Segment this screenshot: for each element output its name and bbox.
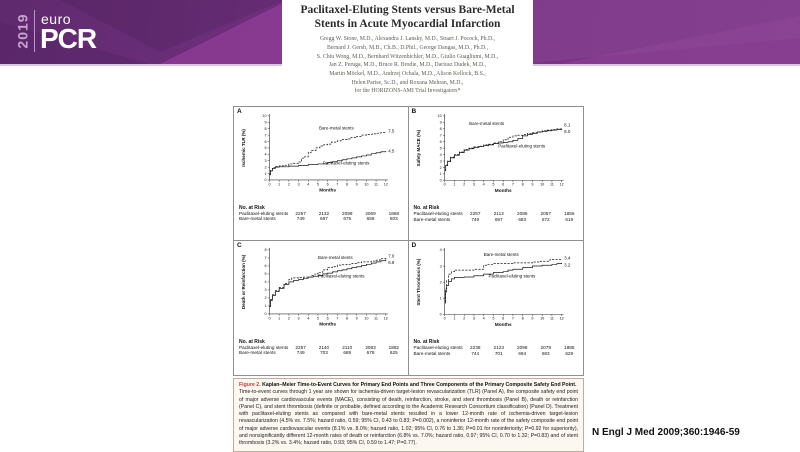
risk-header: No. at Risk (239, 338, 265, 345)
svg-text:0: 0 (268, 316, 271, 321)
svg-text:8: 8 (521, 316, 524, 321)
risk-value: 701 (494, 350, 503, 356)
risk-row-label: Paclitaxel-eluting stents (413, 211, 463, 217)
panel-a (234, 107, 409, 241)
svg-text:5: 5 (439, 146, 442, 151)
figure-2 (233, 106, 584, 452)
svg-text:3.4: 3.4 (563, 255, 570, 261)
risk-value: 2098 (342, 210, 353, 216)
panel-c-letter: C (237, 242, 242, 249)
risk-value: 1882 (388, 344, 400, 350)
svg-text:9: 9 (355, 316, 358, 321)
km-curve (444, 260, 561, 302)
risk-value: 2257 (470, 211, 481, 217)
km-chart-b (411, 109, 582, 204)
svg-text:Paclitaxel-eluting stents: Paclitaxel-eluting stents (488, 273, 535, 279)
km-curve (270, 260, 386, 307)
logo-year-wrap (14, 5, 32, 57)
svg-text:6: 6 (264, 139, 267, 144)
risk-value: 2113 (493, 211, 504, 217)
svg-text:Bare-metal stents: Bare-metal stents (318, 255, 353, 261)
logo-year: 2019 (15, 13, 31, 49)
risk-row-label: Bare-metal stents (239, 216, 276, 221)
panel-d-letter: D (411, 242, 417, 249)
svg-text:12: 12 (383, 316, 388, 321)
europcr-logo (14, 5, 96, 57)
svg-text:7.0: 7.0 (388, 253, 395, 259)
svg-text:10: 10 (262, 114, 267, 119)
risk-header: No. at Risk (239, 204, 265, 211)
svg-text:0: 0 (439, 178, 442, 183)
svg-text:6: 6 (326, 316, 329, 321)
risk-value: 2257 (295, 344, 306, 350)
svg-text:6: 6 (439, 139, 442, 144)
svg-text:4: 4 (482, 182, 485, 187)
panel-b (409, 107, 584, 241)
svg-text:11: 11 (374, 316, 379, 321)
risk-row-label: Bare-metal stents (239, 350, 276, 355)
svg-text:10: 10 (437, 114, 442, 119)
svg-text:8: 8 (521, 182, 524, 187)
logo-pcr-label: PCR (40, 22, 97, 54)
risk-row-label: Bare-metal stents (413, 216, 451, 222)
svg-text:1: 1 (278, 316, 281, 321)
paper-title (282, 0, 533, 31)
risk-value: 1885 (564, 345, 575, 351)
svg-text:11: 11 (549, 316, 554, 321)
paper-title-line1: Paclitaxel-Eluting Stents versus Bare-Metal (300, 4, 515, 16)
risk-value: 678 (366, 350, 375, 355)
panel-a-letter: A (237, 108, 242, 115)
risk-row-label: Paclitaxel-eluting stents (239, 210, 289, 216)
risk-value: 683 (518, 216, 527, 222)
svg-text:2: 2 (462, 182, 465, 187)
risk-value: 625 (389, 350, 398, 355)
svg-text:7: 7 (439, 133, 442, 138)
author-line: S. Chiu Wong, M.D., Bernhard Witzenbichler, M.D., Giulio Guagliumi, M.D., (316, 53, 499, 60)
svg-text:8.0: 8.0 (563, 128, 570, 134)
svg-text:Safety MACE (%): Safety MACE (%) (415, 129, 421, 167)
svg-text:Bare-metal stents: Bare-metal stents (468, 120, 504, 126)
svg-text:3: 3 (264, 288, 267, 293)
svg-text:8.1: 8.1 (563, 122, 570, 128)
svg-text:9: 9 (439, 120, 442, 125)
risk-value: 2132 (318, 210, 330, 216)
svg-text:10: 10 (364, 182, 369, 187)
svg-text:3: 3 (439, 264, 442, 269)
svg-text:11: 11 (374, 182, 379, 187)
svg-text:Months: Months (494, 323, 512, 329)
svg-text:11: 11 (549, 182, 554, 187)
risk-row (239, 216, 406, 221)
svg-text:2: 2 (462, 316, 465, 321)
svg-text:4: 4 (264, 280, 267, 285)
risk-value: 2057 (540, 211, 551, 217)
svg-text:1: 1 (278, 182, 281, 187)
svg-text:3: 3 (297, 182, 300, 187)
author-line: Bernard J. Gersh, M.B., Ch.B., D.Phil., George Dangas, M.D., Ph.D., (326, 44, 489, 51)
svg-text:Death or Reinfarction (%): Death or Reinfarction (%) (240, 254, 246, 310)
svg-text:0: 0 (268, 182, 271, 187)
svg-text:9: 9 (355, 182, 358, 187)
risk-value: 697 (320, 216, 328, 221)
risk-table-a (236, 205, 406, 222)
svg-text:0: 0 (443, 316, 446, 321)
km-chart-c (236, 243, 406, 338)
svg-text:7.5: 7.5 (388, 128, 395, 134)
risk-value: 1868 (388, 210, 400, 216)
svg-text:Months: Months (319, 322, 337, 328)
km-curve (270, 258, 386, 306)
paper-authors (282, 35, 533, 96)
svg-text:2: 2 (439, 280, 442, 285)
author-line: Jan Z. Peruga, M.D., Bruce R. Brodie, M.D., Dariusz Dudek, M.D., (328, 62, 487, 69)
author-line: for the HORIZONS-AMI Trial Investigators* (354, 88, 461, 95)
svg-text:6: 6 (326, 182, 329, 187)
risk-value: 1856 (564, 211, 575, 217)
svg-text:1: 1 (452, 182, 456, 187)
panel-d (409, 241, 584, 375)
risk-value: 2079 (540, 345, 551, 351)
risk-value: 603 (389, 216, 398, 221)
risk-value: 672 (541, 216, 550, 222)
risk-table-c (236, 339, 406, 356)
svg-text:8: 8 (439, 127, 442, 132)
svg-text:5: 5 (264, 272, 267, 277)
figure-caption-label: Figure 2. (239, 382, 261, 388)
risk-value: 675 (343, 216, 352, 221)
svg-text:5: 5 (491, 316, 494, 321)
paper-title-line2: Stents in Acute Myocardial Infarction (314, 17, 501, 30)
risk-value: 2257 (295, 210, 306, 216)
logo-text (40, 11, 97, 54)
risk-row (414, 217, 582, 222)
svg-text:7: 7 (264, 256, 267, 261)
risk-table-b (411, 205, 582, 222)
svg-text:4: 4 (482, 316, 485, 321)
svg-text:1: 1 (439, 296, 442, 301)
svg-text:7: 7 (511, 316, 514, 321)
svg-text:2: 2 (264, 165, 267, 170)
svg-text:12: 12 (559, 182, 564, 187)
svg-text:4: 4 (307, 316, 310, 321)
risk-row (414, 351, 582, 356)
author-line: Gregg W. Stone, M.D., Alexandra J. Lansky, M.D., Stuart J. Pocock, Ph.D., (319, 36, 496, 43)
svg-text:3: 3 (297, 316, 300, 321)
risk-value: 2069 (365, 210, 376, 216)
km-curve (444, 263, 561, 303)
logo-divider (34, 10, 35, 52)
svg-text:2: 2 (287, 316, 290, 321)
km-curve (444, 128, 561, 170)
risk-value: 2110 (342, 344, 353, 350)
svg-text:Bare-metal stents: Bare-metal stents (483, 252, 519, 258)
risk-value: 703 (320, 350, 328, 355)
figure-caption-title: Kaplan–Meier Time-to-Event Curves for Primary End Points and Three Components of the Primary Composite Safety End Point. (262, 382, 577, 388)
svg-text:Bare-metal stents: Bare-metal stents (319, 125, 354, 131)
risk-row-label: Paclitaxel-eluting stents (413, 345, 463, 351)
svg-text:4: 4 (264, 152, 267, 157)
svg-text:7: 7 (336, 316, 339, 321)
svg-text:10: 10 (539, 316, 544, 321)
svg-text:Months: Months (494, 189, 512, 195)
svg-text:2: 2 (439, 165, 442, 170)
risk-value: 697 (494, 216, 503, 222)
risk-value: 749 (471, 216, 480, 222)
risk-value: 694 (518, 350, 527, 356)
svg-text:4: 4 (439, 152, 442, 157)
risk-value: 2123 (493, 345, 504, 351)
risk-header: No. at Risk (413, 205, 440, 212)
risk-value: 2140 (318, 344, 330, 350)
svg-text:1: 1 (264, 171, 267, 176)
km-curve (444, 129, 561, 171)
svg-text:3: 3 (472, 316, 475, 321)
logo-euro-label: euro (41, 11, 72, 28)
svg-text:0: 0 (264, 312, 267, 317)
paper-title-box (282, 0, 533, 103)
svg-text:Months: Months (319, 188, 337, 194)
risk-value: 619 (565, 216, 574, 222)
svg-text:7: 7 (264, 133, 267, 138)
svg-text:9: 9 (264, 120, 267, 125)
risk-value: 749 (296, 350, 305, 355)
svg-text:Paclitaxel-eluting stents: Paclitaxel-eluting stents (317, 273, 365, 279)
svg-text:3: 3 (264, 159, 267, 164)
risk-row (239, 350, 406, 355)
svg-text:4: 4 (307, 182, 310, 187)
risk-value: 744 (471, 350, 480, 356)
svg-text:6: 6 (501, 316, 504, 321)
svg-text:12: 12 (559, 316, 564, 321)
svg-text:6: 6 (501, 182, 504, 187)
risk-value: 683 (541, 350, 550, 356)
svg-text:1: 1 (452, 316, 456, 321)
risk-value: 2238 (470, 345, 481, 351)
svg-text:3: 3 (439, 159, 442, 164)
risk-value: 2098 (517, 345, 528, 351)
svg-text:5: 5 (316, 182, 319, 187)
journal-citation: N Engl J Med 2009;360:1946-59 (592, 427, 740, 438)
km-chart-a (236, 109, 406, 204)
svg-text:6: 6 (264, 264, 267, 269)
svg-text:4: 4 (439, 248, 442, 253)
svg-text:8: 8 (345, 316, 349, 321)
risk-row-label: Bare-metal stents (413, 350, 451, 356)
svg-text:8: 8 (264, 248, 267, 253)
svg-text:6.8: 6.8 (388, 260, 395, 266)
svg-text:10: 10 (539, 182, 544, 187)
svg-text:2: 2 (287, 182, 290, 187)
svg-text:5: 5 (491, 182, 494, 187)
svg-text:1: 1 (439, 172, 442, 177)
svg-text:Ischemic TLR (%): Ischemic TLR (%) (240, 129, 246, 167)
panel-b-letter: B (411, 108, 417, 115)
svg-text:12: 12 (383, 182, 388, 187)
risk-value: 629 (565, 350, 574, 356)
svg-text:Stent Thrombosis (%): Stent Thrombosis (%) (415, 258, 421, 306)
author-line: Martin Möckel, M.D., Andrzej Ochala, M.D., Alison Kellock, B.S., (329, 70, 486, 77)
svg-text:4.5: 4.5 (388, 148, 395, 154)
risk-value: 2083 (365, 344, 376, 350)
km-chart-d (411, 243, 582, 338)
figure-caption (233, 378, 584, 452)
risk-value: 749 (296, 216, 305, 221)
svg-text:0: 0 (439, 312, 442, 317)
km-panels-grid (233, 106, 584, 376)
km-curve (270, 132, 386, 174)
svg-text:5: 5 (316, 316, 319, 321)
svg-text:0: 0 (264, 178, 267, 183)
svg-text:8: 8 (345, 182, 349, 187)
svg-text:9: 9 (530, 182, 533, 187)
risk-value: 2086 (517, 211, 528, 217)
svg-text:Paclitaxel-eluting stents: Paclitaxel-eluting stents (497, 143, 545, 149)
svg-text:8: 8 (264, 126, 267, 131)
svg-text:0: 0 (443, 182, 446, 187)
figure-caption-body: Time-to-event curves through 1 year are shown for ischemia-driven target-lesion revascularization (TLR) (Panel A), the composite safety end point of major adverse cardiovascular events (MACE), consisting of death, reinfarction, stroke, and stent thrombosis (Panel B), death or reinfarction (Panel C), and stent thrombosis (definite or probable, defined according to the Academic Research Consortium classification) (Panel D). Treatment with paclitaxel-eluting stents as compared with bare-metal stents resulted in a lower 12-month rate of ischemia-driven target-lesion revascularization (4.5% vs. 7.5%; hazard ratio, 0.59; 95% CI, 0.43 to 0.83; P=0.002), a noninferior 12-month rate of the safety composite end point of major adverse cardiovascular events (8.1% vs. 8.0%; hazard ratio, 1.02; 95% CI, 0.76 to 1.36; P=0.01 for noninferiority; P=0.92 for superiority), and nonsignificantly different 12-month rates of death or reinfarction (6.8% vs. 7.0%; hazard ratio, 0.97; 95% CI, 0.70 to 1.32; P=0.83) and of stent thrombosis (3.2% vs. 3.4%; hazard ratio, 0.93; 95% CI, 0.59 to 1.47; P=0.77). (239, 389, 578, 447)
svg-text:2: 2 (264, 296, 267, 301)
svg-text:1: 1 (264, 304, 267, 309)
svg-text:7: 7 (336, 182, 339, 187)
svg-text:5: 5 (264, 146, 267, 151)
svg-text:7: 7 (511, 182, 514, 187)
risk-header: No. at Risk (413, 339, 440, 346)
risk-value: 658 (366, 216, 375, 221)
svg-text:Paclitaxel-eluting stents: Paclitaxel-eluting stents (322, 160, 370, 166)
risk-row-label: Paclitaxel-eluting stents (239, 344, 289, 350)
svg-text:3: 3 (472, 182, 475, 187)
svg-text:10: 10 (364, 316, 369, 321)
svg-text:9: 9 (530, 316, 533, 321)
risk-value: 689 (343, 350, 352, 355)
author-line: Helen Parise, Sc.D., and Roxana Mehran, M.D., (351, 79, 464, 86)
svg-text:3.2: 3.2 (563, 262, 570, 268)
panel-c (234, 241, 409, 375)
risk-table-d (411, 339, 582, 356)
